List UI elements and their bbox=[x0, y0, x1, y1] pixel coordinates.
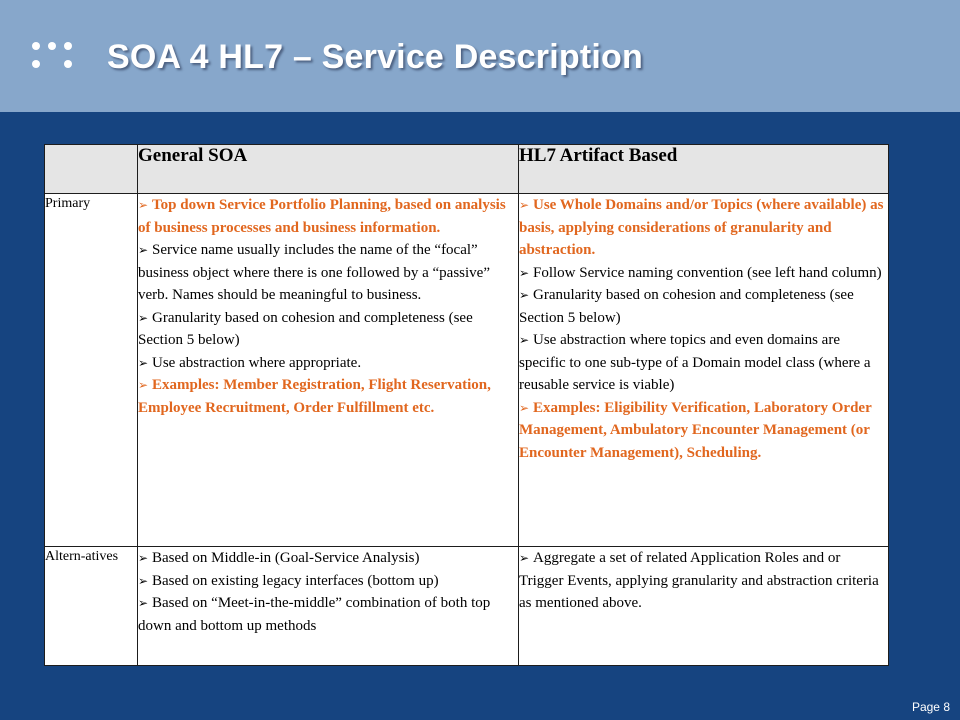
header-hl7-artifact-based: HL7 Artifact Based bbox=[519, 145, 889, 194]
arrow-bullet-icon: ➢ bbox=[138, 378, 149, 392]
arrow-bullet-icon: ➢ bbox=[138, 573, 149, 588]
bullet-text: Examples: Eligibility Verification, Laboratory Order Management, Ambulatory Encounter Management (or Encounter Management), Scheduling. bbox=[519, 399, 872, 461]
arrow-bullet-icon: ➢ bbox=[138, 243, 149, 257]
arrow-bullet-icon: ➢ bbox=[519, 288, 530, 302]
page-number: Page 8 bbox=[911, 700, 950, 714]
arrow-bullet-icon: ➢ bbox=[138, 198, 149, 212]
page-title: SOA 4 HL7 – Service Description bbox=[107, 38, 643, 76]
arrow-bullet-icon: ➢ bbox=[138, 596, 149, 610]
bullet-text: Service name usually includes the name of the “focal” business object where there is one followed by a “passive” verb. Names should be meaningful to business. bbox=[138, 242, 490, 303]
bullet-item bbox=[519, 547, 888, 615]
bullet-text: Follow Service naming convention (see left hand column) bbox=[533, 264, 882, 281]
bullet-text: Top down Service Portfolio Planning, based on analysis of business processes and business information. bbox=[138, 197, 506, 236]
bullet-text: Based on Middle-in (Goal-Service Analysis) bbox=[152, 550, 420, 566]
bullet-item bbox=[138, 307, 518, 352]
bullet-text: Granularity based on cohesion and completeness (see Section 5 below) bbox=[519, 287, 854, 326]
bullet-item bbox=[519, 262, 888, 285]
bullet-text: Use Whole Domains and/or Topics (where available) as basis, applying considerations of granularity and abstraction. bbox=[519, 197, 884, 258]
row-label-primary: Primary bbox=[45, 194, 138, 547]
bullet-item bbox=[138, 592, 518, 637]
arrow-bullet-icon: ➢ bbox=[519, 333, 530, 347]
cell-alternatives-hl7 bbox=[519, 547, 889, 666]
bullet-item bbox=[519, 397, 888, 465]
row-label-alternatives: Altern-atives bbox=[45, 547, 138, 666]
arrow-bullet-icon: ➢ bbox=[138, 355, 149, 370]
bullet-text: Use abstraction where appropriate. bbox=[152, 354, 362, 371]
logo-dots-icon bbox=[30, 40, 82, 76]
bullet-item bbox=[519, 329, 888, 397]
comparison-table bbox=[44, 144, 889, 666]
table-row bbox=[45, 547, 889, 666]
cell-primary-general bbox=[138, 194, 519, 547]
arrow-bullet-icon: ➢ bbox=[138, 551, 149, 565]
bullet-item bbox=[138, 547, 518, 570]
cell-primary-hl7 bbox=[519, 194, 889, 547]
arrow-bullet-icon: ➢ bbox=[519, 198, 530, 212]
bullet-item bbox=[519, 194, 888, 262]
arrow-bullet-icon: ➢ bbox=[519, 400, 530, 415]
bullet-text: Based on “Meet-in-the-middle” combination of both top down and bottom up methods bbox=[138, 595, 491, 634]
bullet-text: Based on existing legacy interfaces (bottom up) bbox=[152, 572, 439, 589]
bullet-text: Examples: Member Registration, Flight Reservation, Employee Recruitment, Order Fulfillment etc. bbox=[138, 377, 491, 416]
bullet-item bbox=[519, 284, 888, 329]
bullet-text: Granularity based on cohesion and completeness (see Section 5 below) bbox=[138, 309, 473, 348]
cell-alternatives-general bbox=[138, 547, 519, 666]
arrow-bullet-icon: ➢ bbox=[519, 265, 530, 280]
arrow-bullet-icon: ➢ bbox=[519, 551, 530, 565]
bullet-text: Use abstraction where topics and even domains are specific to one sub-type of a Domain model class (where a reusable service is viable) bbox=[519, 332, 871, 393]
bullet-item bbox=[138, 352, 518, 375]
header-empty-cell bbox=[45, 145, 138, 194]
header-general-soa: General SOA bbox=[138, 145, 519, 194]
bullet-text: Aggregate a set of related Application Roles and or Trigger Events, applying granularity and abstraction criteria as mentioned above. bbox=[519, 550, 879, 611]
title-bar bbox=[0, 0, 960, 112]
bullet-item bbox=[138, 239, 518, 307]
bullet-item bbox=[138, 570, 518, 593]
table-row bbox=[45, 194, 889, 547]
bullet-item bbox=[138, 194, 518, 239]
bullet-item bbox=[138, 374, 518, 419]
table-header-row bbox=[45, 145, 889, 194]
arrow-bullet-icon: ➢ bbox=[138, 310, 149, 325]
